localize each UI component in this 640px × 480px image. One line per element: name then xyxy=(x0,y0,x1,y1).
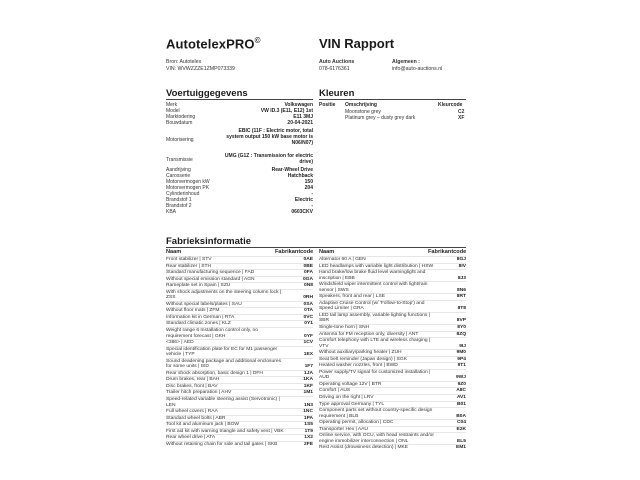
factory-item: Rear stabilizer | STH 0BE xyxy=(166,263,313,269)
factory-item: First aid kit with warning triangle and safety vest | VBK 1T9 xyxy=(166,428,313,434)
brand-mark: © xyxy=(254,36,261,45)
colors-col-position: Positie xyxy=(319,102,336,108)
factory-item: Rameplate set in Spain | SZU 0N8 xyxy=(166,283,313,289)
factory-divider xyxy=(166,247,466,248)
factory-item: Operating permit, allocation | CDC C04 xyxy=(319,420,466,426)
factory-item: Standard manufacturing sequence | FAD 0FA xyxy=(166,270,313,276)
factory-item: Without retaining chain for side and tail gates | SKB 2FE xyxy=(166,441,313,447)
general-email[interactable]: info@auto-auctions.nl xyxy=(392,66,443,72)
factory-item: Component parts set without country-specific design requirement | BLB B0A xyxy=(319,408,466,419)
factory-item: Rear shock absorption, basic design 1 | DFH 1JA xyxy=(166,370,313,376)
factory-col-code-right: Fabrikantcode xyxy=(428,249,467,255)
colors-col-description: Omschrijving xyxy=(345,102,377,108)
factory-item: Comfort | AUS A8C xyxy=(319,388,466,394)
factory-item: Special identification plate for EC for M1 passenger vehicle | TYP 1EX xyxy=(166,346,313,358)
brand-title: AutotelexPRO© xyxy=(166,36,261,52)
spec-row: Transmissie UMG (G1Z : Transmission for electric drive) xyxy=(166,153,313,165)
factory-item: Without special labels/plates | SAU 0SA xyxy=(166,301,313,307)
factory-item: Sound deadening package and additional enclosures for some units | ISD 1F7 xyxy=(166,358,313,370)
factory-item: Adaptive Cruise Control (w/ 'Follow-to-Stop') and Speed Limiter | GRA 8T8 xyxy=(319,300,466,312)
factory-item: Drum brakes, rear | BAH 1KA xyxy=(166,377,313,383)
factory-item: Front stabilizer | STV 0AE xyxy=(166,257,313,262)
report-page: AutotelexPRO© VIN Rapport Bron: Autotelex VIN: WVWZZZE1ZMP073339 Auto Auctions 078-6176361 Algemeen : info@auto-auctions.nl Voertuiggegevens Merk Volkswagen Model VW ID.3 (E11, E12) 1st Marktodering E11 3MJ Bouwdatum 20-04-2021 Motorisering EBIC (11F : Electric motor, total system output 150 kW base motor is N06/N07) Transmissie UMG (G1Z : Transmission for electric drive) Aandrijving Rear-Wheel Drive Carosserie Hatchback Motorvermogen kW 150 Motorvermogen PK 204 Cylinderinhoud - Brandstof 1 Electric Brandstof 2 - KBA 0603CKV Kleuren Positie Omschrijving Kleurcode Moonstone grey C2 Platinum grey – dusty grey dark XF Fabrieksinformatie Naam Fabrikantcode Naam Fabrikantcode Front stabilizer | STV 0AE Rear stabilizer | STH 0BE Standard manufacturing sequence | FAD 0FA Without special emission standard | AGN 0GA Rameplate set in Spain | SZU 0N8 With shock adjustments on the steering column lock | ZSS 0RH Without special labels/plates | SAU 0SA Without floor mats | ZFM 0TA Information kit in German | RTA 0VC Standard climatic zones | KLZ 0Y1 Weight range 6 Installation control only, no requirement forecast | GKH 0YF <386> | AED 1CV Special identification plate for EC for M1 passenger vehicle | TYP 1EX Sound deadening package and additional enclosures for some units | ISD 1F7 Rear shock absorption, basic design 1 | DFH 1JA Drum brakes, rear | BAH 1KA Disc brakes, front | BAV 1KF Trailer hitch preparation | AHV 1M1 Speed-related variable steering assist (Servotronic) | LEN 1N3 Full wheel covers | RAA 1NC Standard wheel bolts | ABR 1PA Tool kit and aluminum jack | BOW 1S5 First aid kit with warning triangle and safety vest | VBK 1T9 Rear wheel drive | ATA 1X2 Without retaining chain for side and tail gates | SKB 2FE Alternator 60 A | GEN 8GJ LED headlamps with variable light distribution | HSW 8IV Hand brake/low brake fluid level warninglight and inscription | EBB 8J3 Windshield wiper intermittent control with light/rain sensor | SWS 8N6 Speakers, front and rear | LSE 8RT Adaptive Cruise Control (w/ 'Follow-to-Stop') and Speed Limiter | GRA 8T8 LED tail lamp assembly, variable lighting functions | SBR 8VP Single-tone horn | SNH 8Y0 Antenna for FM reception only, diversity | ANT 8ZQ Comfort telephony with LTE and wireless charging | VTV 9IJ Without auxiliary/parking heater | ZUH 9M0 Seat belt reminder (Japan design) | SGK 9P4 Heated washer nozzles, front | BWD 9T1 Power supply/TV signal for customized installation | AUD 9WJ Operating voltage 12V | BTR 9Z0 Comfort | AUS A8C Driving on the right | LRV AV1 Type approval Germany | TYL B01 Component parts set without country-specific design requirement | BLB B0A Operating permit, allocation | CDC C04 Transporter Hex | AAU E2K Online service, with OCU, with head restraints and/or engine immobilizer interconnection | ONL EL5 Rest Assist (drowsiness detection) | MKE EM1 xyxy=(0,0,640,480)
factory-item: Speed-related variable steering assist (Servotronic) | LEN 1N3 xyxy=(166,397,313,408)
factory-item: Tool kit and aluminum jack | BOW 1S5 xyxy=(166,422,313,428)
factory-item: Online service, with OCU, with head restraints and/or engine immobilizer interconnection | ONL EL5 xyxy=(319,433,466,444)
factory-item: With shock adjustments on the steering column lock | ZSS 0RH xyxy=(166,289,313,301)
factory-item: Antenna for FM reception only, diversity | ANT 8ZQ xyxy=(319,331,466,337)
factory-col-name-right: Naam xyxy=(319,249,335,255)
vehicle-section-title: Voertuiggegevens xyxy=(166,88,248,99)
report-title: VIN Rapport xyxy=(319,36,395,51)
factory-item: Windshield wiper intermittent control with light/rain sensor | SWS 8N6 xyxy=(319,282,466,293)
factory-item: Trailer hitch preparation | AHV 1M1 xyxy=(166,390,313,396)
spec-row: Motorisering EBIC (11F : Electric motor, total system output 150 kW base motor is N06/N07) xyxy=(166,128,313,146)
factory-item: Without special emission standard | AGN 0GA xyxy=(166,276,313,282)
factory-item: Disc brakes, front | BAV 1KF xyxy=(166,383,313,389)
color-description: Platinum grey – dusty grey dark xyxy=(345,115,416,121)
colors-section-title: Kleuren xyxy=(319,88,355,99)
factory-item: Rest Assist (drowsiness detection) | MKE EM1 xyxy=(319,445,466,451)
factory-section-title: Fabrieksinformatie xyxy=(166,236,251,247)
color-description: Moonstone grey xyxy=(345,109,381,115)
color-code: C2 xyxy=(458,109,465,115)
factory-item: Type approval Germany | TYL B01 xyxy=(319,401,466,407)
color-code: XF xyxy=(458,115,465,121)
factory-item: Alternator 60 A | GEN 8GJ xyxy=(319,257,466,262)
colors-divider xyxy=(319,99,466,100)
factory-col-code-left: Fabrikantcode xyxy=(275,249,314,255)
factory-item: LED headlamps with variable light distribution | HSW 8IV xyxy=(319,263,466,269)
factory-item: Power supply/TV signal for customized installation | AUD 9WJ xyxy=(319,369,466,381)
factory-item: Without auxiliary/parking heater | ZUH 9M0 xyxy=(319,350,466,356)
dealer-name: Auto Auctions xyxy=(319,59,355,65)
factory-item: Speakers, front and rear | LSE 8RT xyxy=(319,294,466,300)
source-label: Bron: Autotelex xyxy=(166,59,202,65)
factory-item: Information kit in German | RTA 0VC xyxy=(166,314,313,320)
vehicle-divider xyxy=(166,99,313,100)
factory-list-left xyxy=(166,256,313,447)
factory-item: Without floor mats | ZFM 0TA xyxy=(166,308,313,314)
factory-item: Seat belt reminder (Japan design) | SGK 9P4 xyxy=(319,356,466,362)
factory-item: Hand brake/low brake fluid level warninglight and inscription | EBB 8J3 xyxy=(319,270,466,281)
factory-item: Full wheel covers | RAA 1NC xyxy=(166,409,313,415)
factory-item: <386> | AED 1CV xyxy=(166,340,313,346)
factory-item: Rear wheel drive | ATA 1X2 xyxy=(166,435,313,441)
factory-item: Single-tone horn | SNH 8Y0 xyxy=(319,325,466,331)
vin-label: VIN: WVWZZZE1ZMP073339 xyxy=(166,66,235,72)
factory-item: LED tail lamp assembly, variable lighting functions | SBR 8VP xyxy=(319,312,466,324)
factory-list-right xyxy=(319,256,466,451)
factory-item: Standard climatic zones | KLZ 0Y1 xyxy=(166,321,313,327)
colors-col-code: Kleurcode xyxy=(438,102,463,108)
factory-item: Driving on the right | LRV AV1 xyxy=(319,395,466,401)
general-label: Algemeen : xyxy=(392,59,420,65)
factory-item: Heated washer nozzles, front | BWD 9T1 xyxy=(319,363,466,369)
factory-item: Standard wheel bolts | ABR 1PA xyxy=(166,415,313,421)
dealer-phone: 078-6176361 xyxy=(319,66,350,72)
factory-item: Weight range 6 Installation control only, no requirement forecast | GKH 0YF xyxy=(166,328,313,339)
factory-col-name-left: Naam xyxy=(166,249,182,255)
factory-item: Operating voltage 12V | BTR 9Z0 xyxy=(319,381,466,387)
factory-item: Transporter Hex | AAU E2K xyxy=(319,426,466,432)
factory-item: Comfort telephony with LTE and wireless charging | VTV 9IJ xyxy=(319,338,466,349)
